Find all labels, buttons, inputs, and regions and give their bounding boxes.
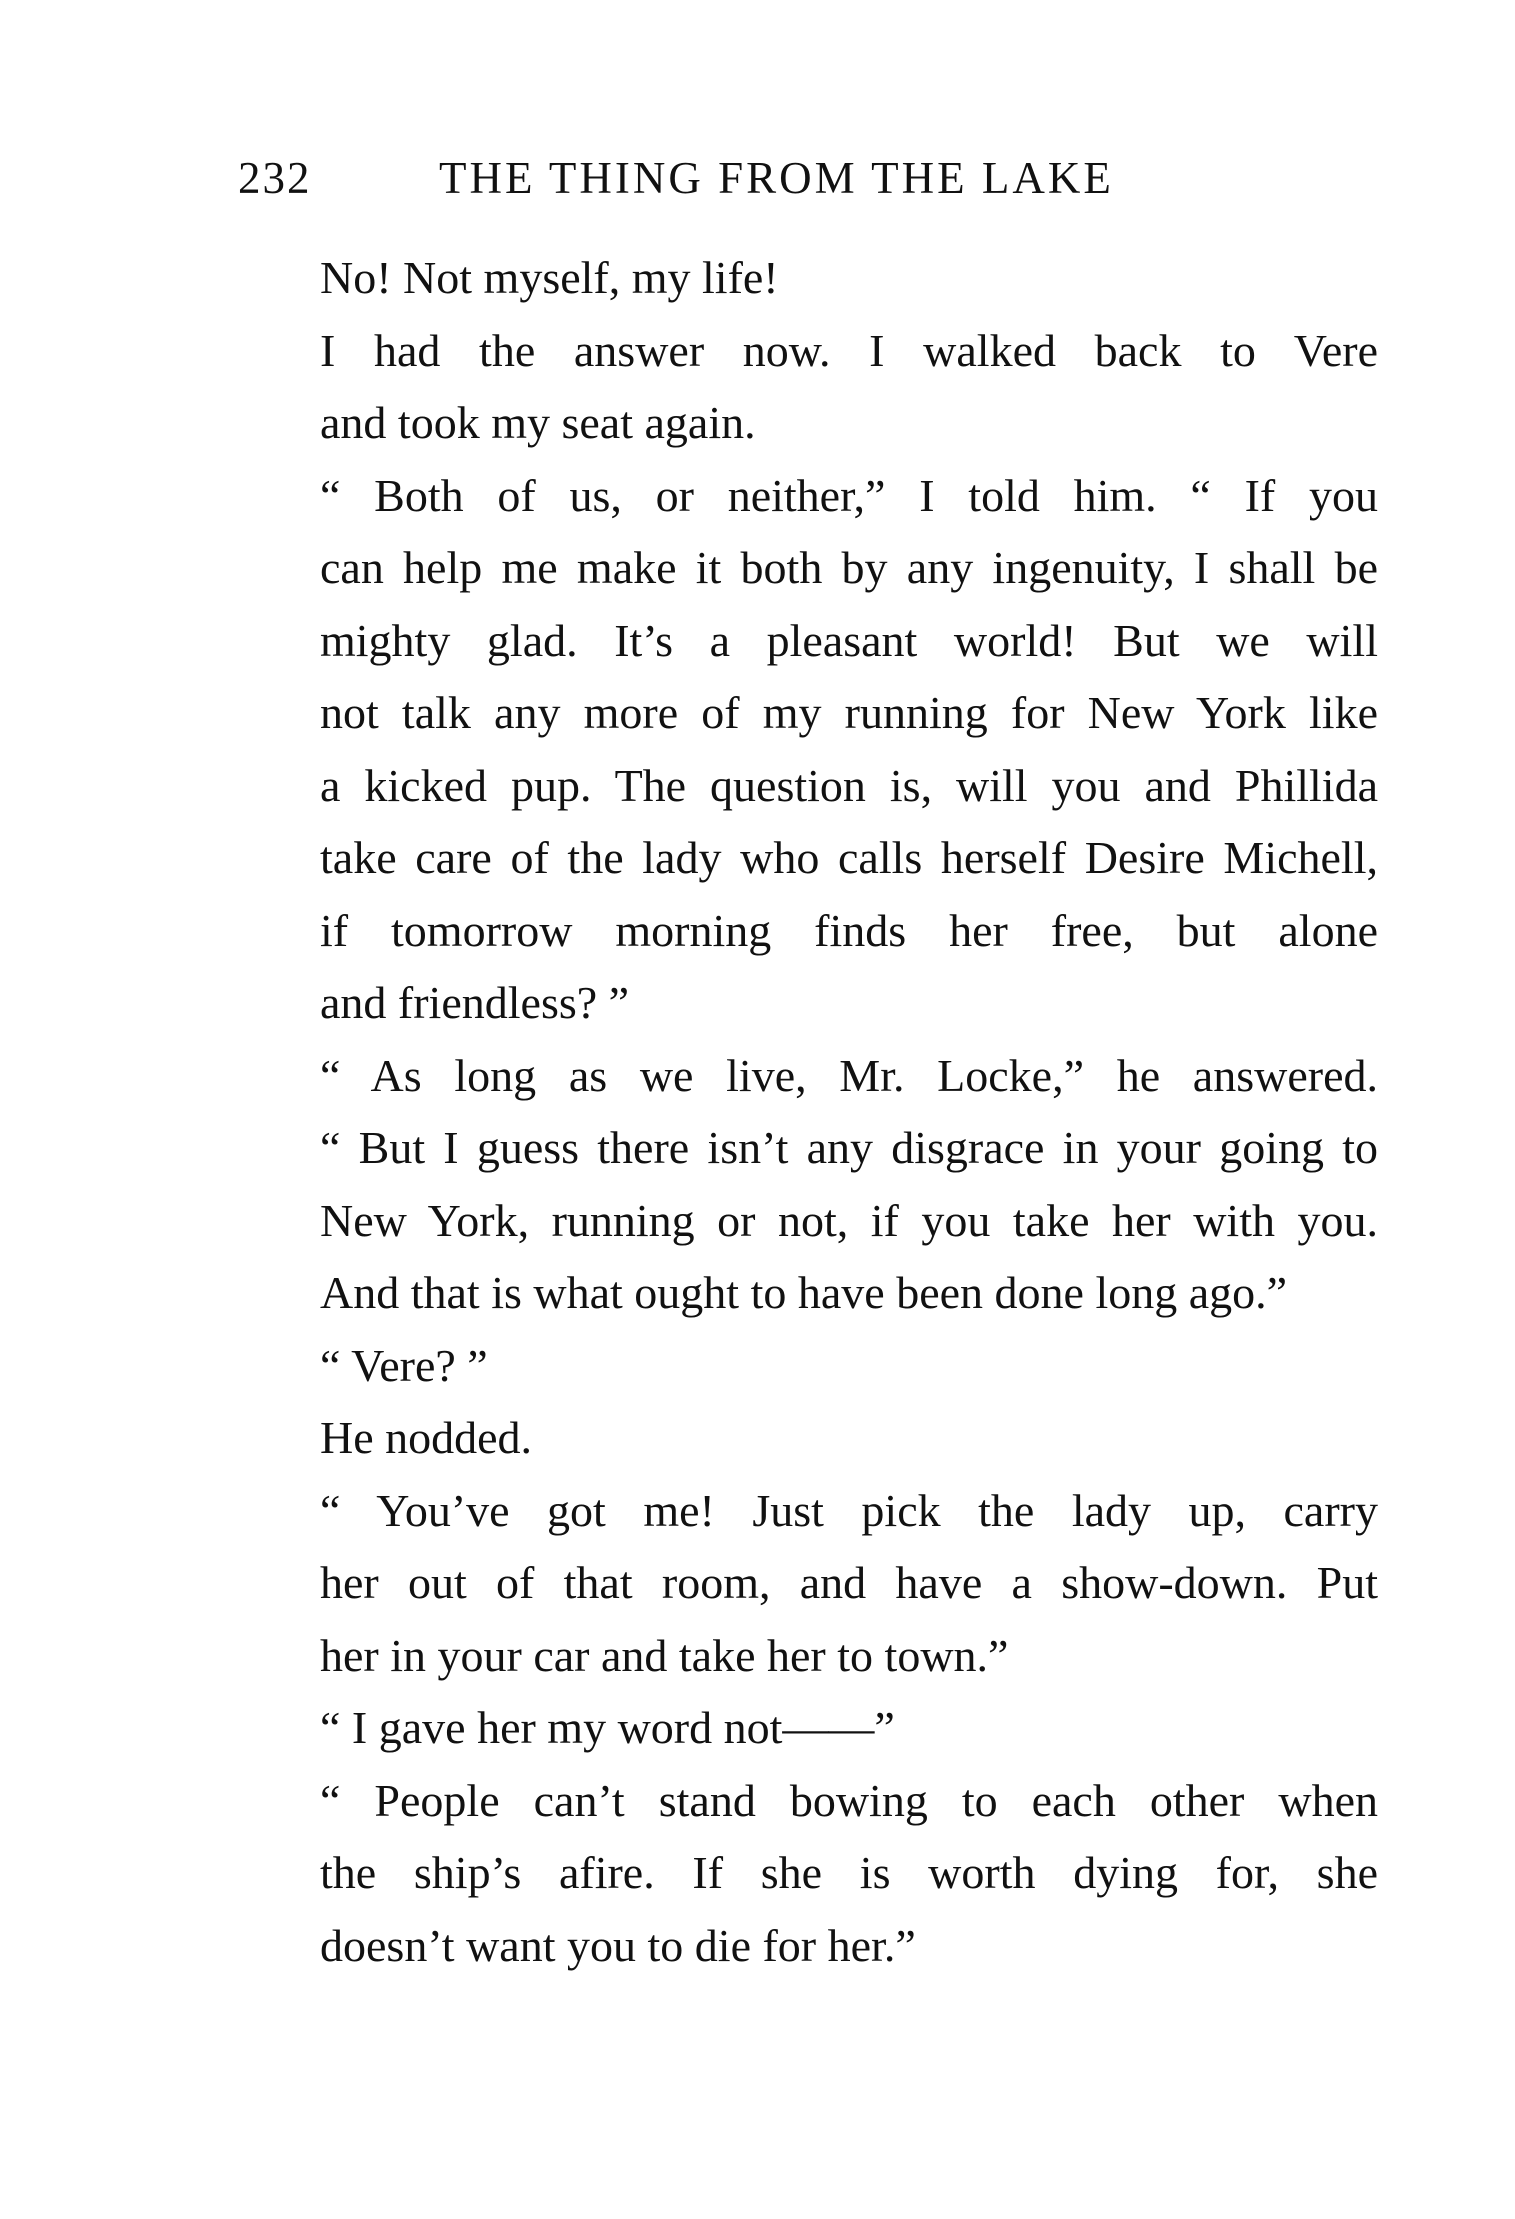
text-line: “ Vere? ”	[320, 1339, 488, 1391]
page-number: 232	[238, 153, 312, 203]
running-title: THE THING FROM THE LAKE	[439, 153, 1114, 203]
text-line: the ship’s afire. If she is worth dying for, she	[320, 1847, 1378, 1898]
text-line: her in your car and take her to town.”	[320, 1629, 1009, 1681]
text-line: “ People can’t stand bowing to each other when	[320, 1774, 1378, 1826]
text-line: No! Not myself, my life!	[320, 252, 779, 303]
text-line: “ Both of us, or neither,” I told him. “ If you	[320, 469, 1378, 521]
text-line: He nodded.	[320, 1412, 533, 1463]
paragraph	[238, 1402, 1378, 1475]
text-line: not talk any more of my running for New York like	[320, 687, 1378, 738]
running-head	[238, 152, 1378, 212]
text-line: and took my seat again.	[320, 397, 756, 448]
paragraph	[238, 242, 1378, 315]
paragraph	[238, 460, 1378, 1040]
text-line: “ As long as we live, Mr. Locke,” he answered.	[320, 1049, 1378, 1101]
text-line: mighty glad. It’s a pleasant world! But we will	[320, 614, 1378, 666]
text-line: take care of the lady who calls herself Desire Michell,	[320, 832, 1378, 883]
text-line: “ You’ve got me! Just pick the lady up, carry	[320, 1484, 1378, 1536]
text-line: And that is what ought to have been done long ago.”	[320, 1267, 1288, 1318]
text-line: can help me make it both by any ingenuity, I shall be	[320, 542, 1378, 593]
text-line: a kicked pup. The question is, will you and Phillida	[320, 759, 1378, 811]
paragraph	[238, 1765, 1378, 1983]
text-line: “ I gave her my word not——”	[320, 1702, 895, 1753]
paragraph	[238, 1692, 1378, 1765]
paragraph	[238, 1040, 1378, 1330]
text-line: “ But I guess there isn’t any disgrace in your going to	[320, 1122, 1378, 1173]
text-line: doesn’t want you to die for her.”	[320, 1919, 916, 1971]
text-line: I had the answer now. I walked back to Vere	[320, 324, 1378, 376]
body-text	[238, 242, 1378, 1982]
paragraph	[238, 1330, 1378, 1403]
text-line: if tomorrow morning finds her free, but alone	[320, 904, 1378, 956]
text-line: New York, running or not, if you take her with you.	[320, 1194, 1378, 1246]
text-line: and friendless? ”	[320, 977, 630, 1028]
paragraph	[238, 1475, 1378, 1693]
paragraph	[238, 315, 1378, 460]
text-line: her out of that room, and have a show-down. Put	[320, 1557, 1378, 1608]
